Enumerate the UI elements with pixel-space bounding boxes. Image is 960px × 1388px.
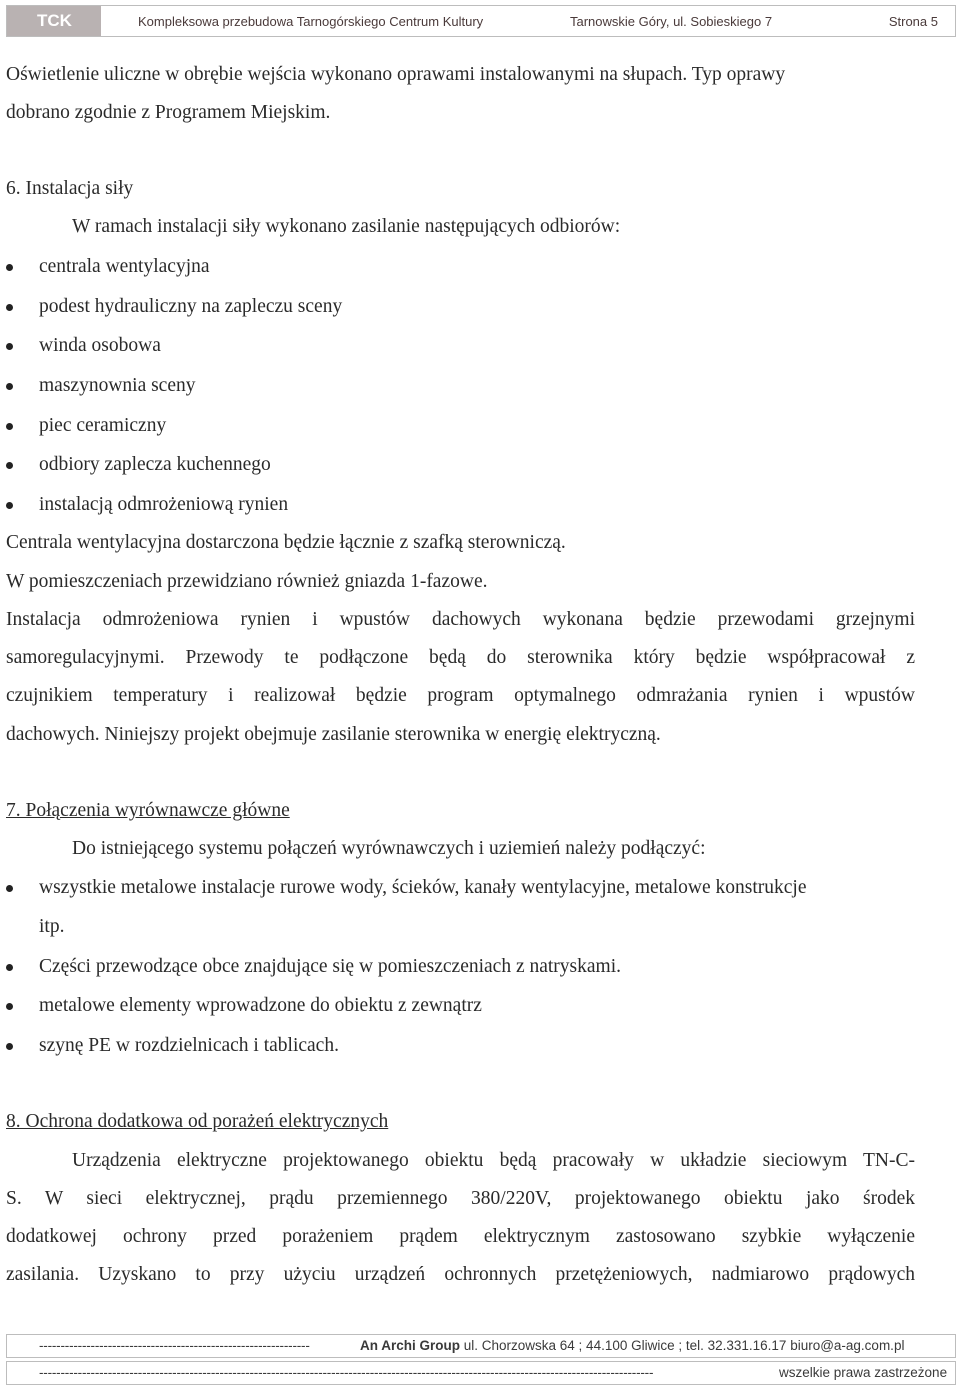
bullet-icon xyxy=(6,885,13,892)
logo: TCK xyxy=(7,6,101,36)
bullet-icon xyxy=(6,1043,13,1050)
paragraph: W pomieszczeniach przewidziano również gniazda 1-fazowe. xyxy=(6,571,488,592)
document-title: Kompleksowa przebudowa Tarnogórskiego Centrum Kultury xyxy=(138,13,484,29)
section-7-lead: Do istniejącego systemu połączeń wyrównawczych i uziemień należy podłączyć: xyxy=(72,838,706,859)
list-item-continuation: itp. xyxy=(39,916,65,937)
paragraph-line: Instalacja odmrożeniowa rynien i wpustów dachowych wykonana będzie przewodami grzejnymi xyxy=(6,609,915,630)
footer-line-2 xyxy=(6,1361,956,1385)
bullet-icon xyxy=(6,462,13,469)
section-6-heading: 6. Instalacja siły xyxy=(6,178,134,199)
bullet-icon xyxy=(6,964,13,971)
paragraph-line: Urządzenia elektryczne projektowanego obiektu będą pracowały w układzie sieciowym TN-C- xyxy=(72,1150,915,1171)
paragraph-line: S. W sieci elektrycznej, prądu przemiennego 380/220V, projektowanego obiektu jako środek xyxy=(6,1188,915,1209)
bullet-icon xyxy=(6,502,13,509)
paragraph: Centrala wentylacyjna dostarczona będzie łącznie z szafką sterowniczą. xyxy=(6,532,566,553)
bullet-icon xyxy=(6,1003,13,1010)
section-7-heading: 7. Połączenia wyrównawcze główne xyxy=(6,800,290,821)
bullet-icon xyxy=(6,264,13,271)
footer-dashes: ----------------------------------------------------------------------------------------------------------------------------------------------- xyxy=(39,1365,654,1380)
paragraph-line: dachowych. Niniejszy projekt obejmuje zasilanie sterownika w energię elektryczną. xyxy=(6,724,661,745)
paragraph-line: czujnikiem temperatury i realizował będzie program optymalnego odmrażania rynien i wpustów xyxy=(6,685,915,706)
company-name: An Archi Group xyxy=(360,1338,460,1353)
paragraph-line: samoregulacyjnymi. Przewody te podłączone będą do sterownika który będzie współpracował z xyxy=(6,647,915,668)
page-number: Strona 5 xyxy=(888,13,938,29)
bullet-icon xyxy=(6,423,13,430)
rights-notice: wszelkie prawa zastrzeżone xyxy=(779,1365,948,1380)
paragraph-line: zasilania. Uzyskano to przy użyciu urządzeń ochronnych przetężeniowych, nadmiarowo prądowych xyxy=(6,1264,915,1285)
intro-line-2: dobrano zgodnie z Programem Miejskim. xyxy=(6,102,331,123)
paragraph-line: dodatkowej ochrony przed porażeniem prądem elektrycznym zastosowano szybkie wyłączenie xyxy=(6,1226,915,1247)
intro-line-1: Oświetlenie uliczne w obrębie wejścia wykonano oprawami instalowanymi na słupach. Typ oprawy xyxy=(6,64,786,85)
footer-dashes: --------------------------------------------------------------- xyxy=(39,1338,310,1353)
bullet-icon xyxy=(6,343,13,350)
bullet-icon xyxy=(6,304,13,311)
section-8-heading: 8. Ochrona dodatkowa od porażeń elektrycznych xyxy=(6,1111,389,1132)
bullet-icon xyxy=(6,383,13,390)
address: Tarnowskie Góry, ul. Sobieskiego 7 xyxy=(570,13,773,29)
page-header xyxy=(6,5,956,37)
footer-line-1 xyxy=(6,1334,956,1358)
footer-contact: An Archi Group ul. Chorzowska 64 ; 44.100 Gliwice ; tel. 32.331.16.17 biuro@a-ag.com.pl xyxy=(360,1338,905,1353)
section-6-lead: W ramach instalacji siły wykonano zasilanie następujących odbiorów: xyxy=(72,216,621,237)
